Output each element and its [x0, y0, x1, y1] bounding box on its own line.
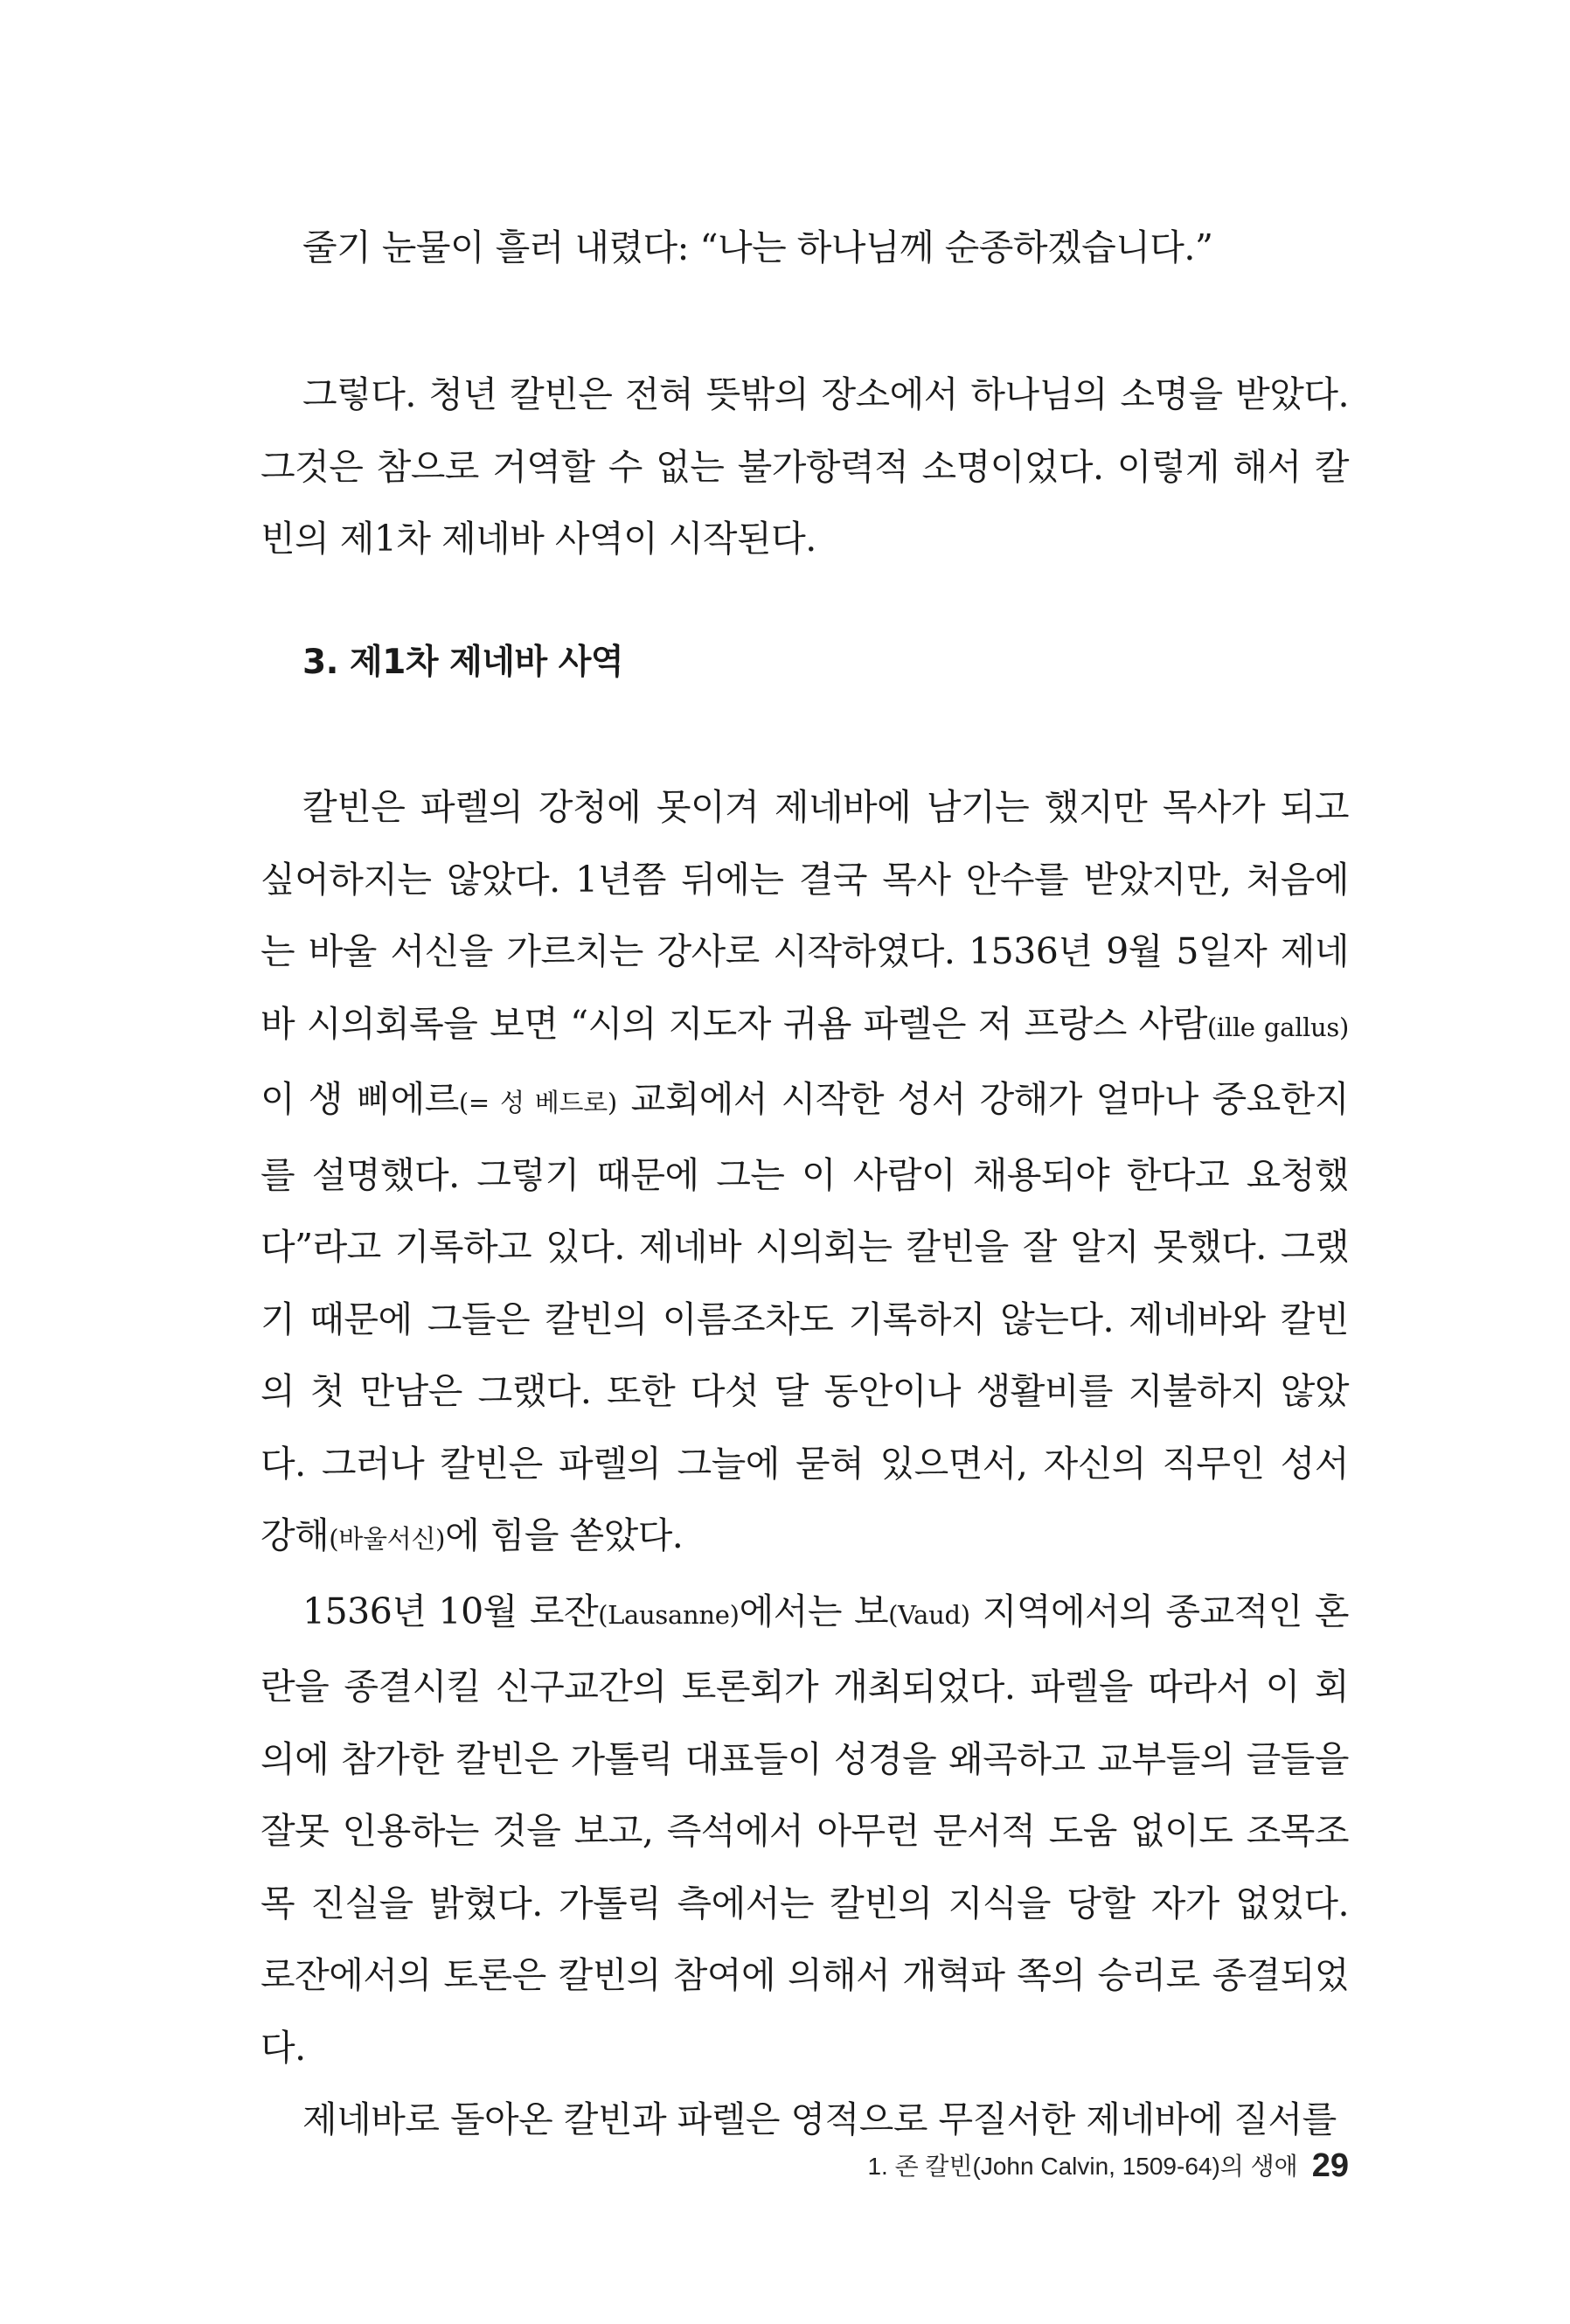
- paragraph-calling: 그렇다. 청년 칼빈은 전혀 뜻밖의 장소에서 하나님의 소명을 받았다. 그것은 참으로 거역할 수 없는 불가항력적 소명이었다. 이렇게 해서 칼빈의 제1차 제네바 사역이 시작된다.: [261, 373, 1349, 560]
- latin-note: (Vaud): [888, 1599, 970, 1630]
- text-run: 칼빈은 파렐의 강청에 못이겨 제네바에 남기는 했지만 목사가 되고 싶어하지는 않았다. 1년쯤 뒤에는 결국 목사 안수를 받았지만, 처음에는 바울 서신을 가르치는 강사로 시작하였다. 1536년 9월 5일자 제네바 시의회록을 보면 “시의 지도자 귀욤 파렐은 저 프랑스 사람: [261, 786, 1349, 1045]
- paragraph-return-geneva: 제네바로 돌아온 칼빈과 파렐은 영적으로 무질서한 제네바에 질서를: [302, 2098, 1337, 2140]
- latin-note: (ille gallus): [1206, 1012, 1350, 1042]
- section-body: [261, 771, 1349, 2156]
- gloss-note: (바울서신): [329, 1524, 446, 1554]
- paragraph-tears-quote: 줄기 눈물이 흘러 내렸다: “나는 하나님께 순종하겠습니다.”: [302, 226, 1213, 268]
- page-number: 29: [1311, 2147, 1349, 2184]
- text-run: 교회에서 시작한 성서 강해가 얼마나 중요한지를 설명했다. 그렇기 때문에 그는 이 사람이 채용되야 한다고 요청했다”라고 기록하고 있다. 제네바 시의회는 칼빈을 잘 알지 못했다. 그랬기 때문에 그들은 칼빈의 이름조차도 기록하지 않는다. 제네바와 칼빈의 첫 만남은 그랬다. 또한 다섯 달 동안이나 생활비를 지불하지 않았다. 그러나 칼빈은 파렐의 그늘에 묻혀 있으면서, 자신의 직무인 성서 강해: [261, 1078, 1349, 1556]
- calling-text: [261, 358, 1349, 575]
- text-run: 에 힘을 쏟았다.: [445, 1514, 684, 1556]
- section-heading: 3. 제1차 제네바 사역: [302, 643, 624, 682]
- text-run: 에서는 보: [739, 1590, 889, 1632]
- page-footer: [867, 2147, 1349, 2186]
- text-run: 1536년 10월 로잔: [302, 1590, 599, 1632]
- paragraph-geneva-lecturer: [261, 771, 1349, 1576]
- gloss-note: (= 성 베드로): [458, 1088, 617, 1117]
- latin-note: (Lausanne): [598, 1599, 740, 1630]
- opening-text: [261, 212, 1349, 284]
- paragraph-lausanne-disputation: [261, 1576, 1349, 2084]
- running-title: 1. 존 칼빈(John Calvin, 1509-64)의 생애: [867, 2153, 1298, 2180]
- text-run: 이 생 삐에르: [261, 1078, 459, 1120]
- text-run: 지역에서의 종교적인 혼란을 종결시킬 신구교간의 토론회가 개최되었다. 파렐을 따라서 이 회의에 참가한 칼빈은 가톨릭 대표들이 성경을 왜곡하고 교부들의 글들을 잘못 인용하는 것을 보고, 즉석에서 아무런 문서적 도움 없이도 조목조목 진실을 밝혔다. 가톨릭 측에서는 칼빈의 지식을 당할 자가 없었다. 로잔에서의 토론은 칼빈의 참여에 의해서 개혁파 쪽의 승리로 종결되었다.: [261, 1590, 1349, 2069]
